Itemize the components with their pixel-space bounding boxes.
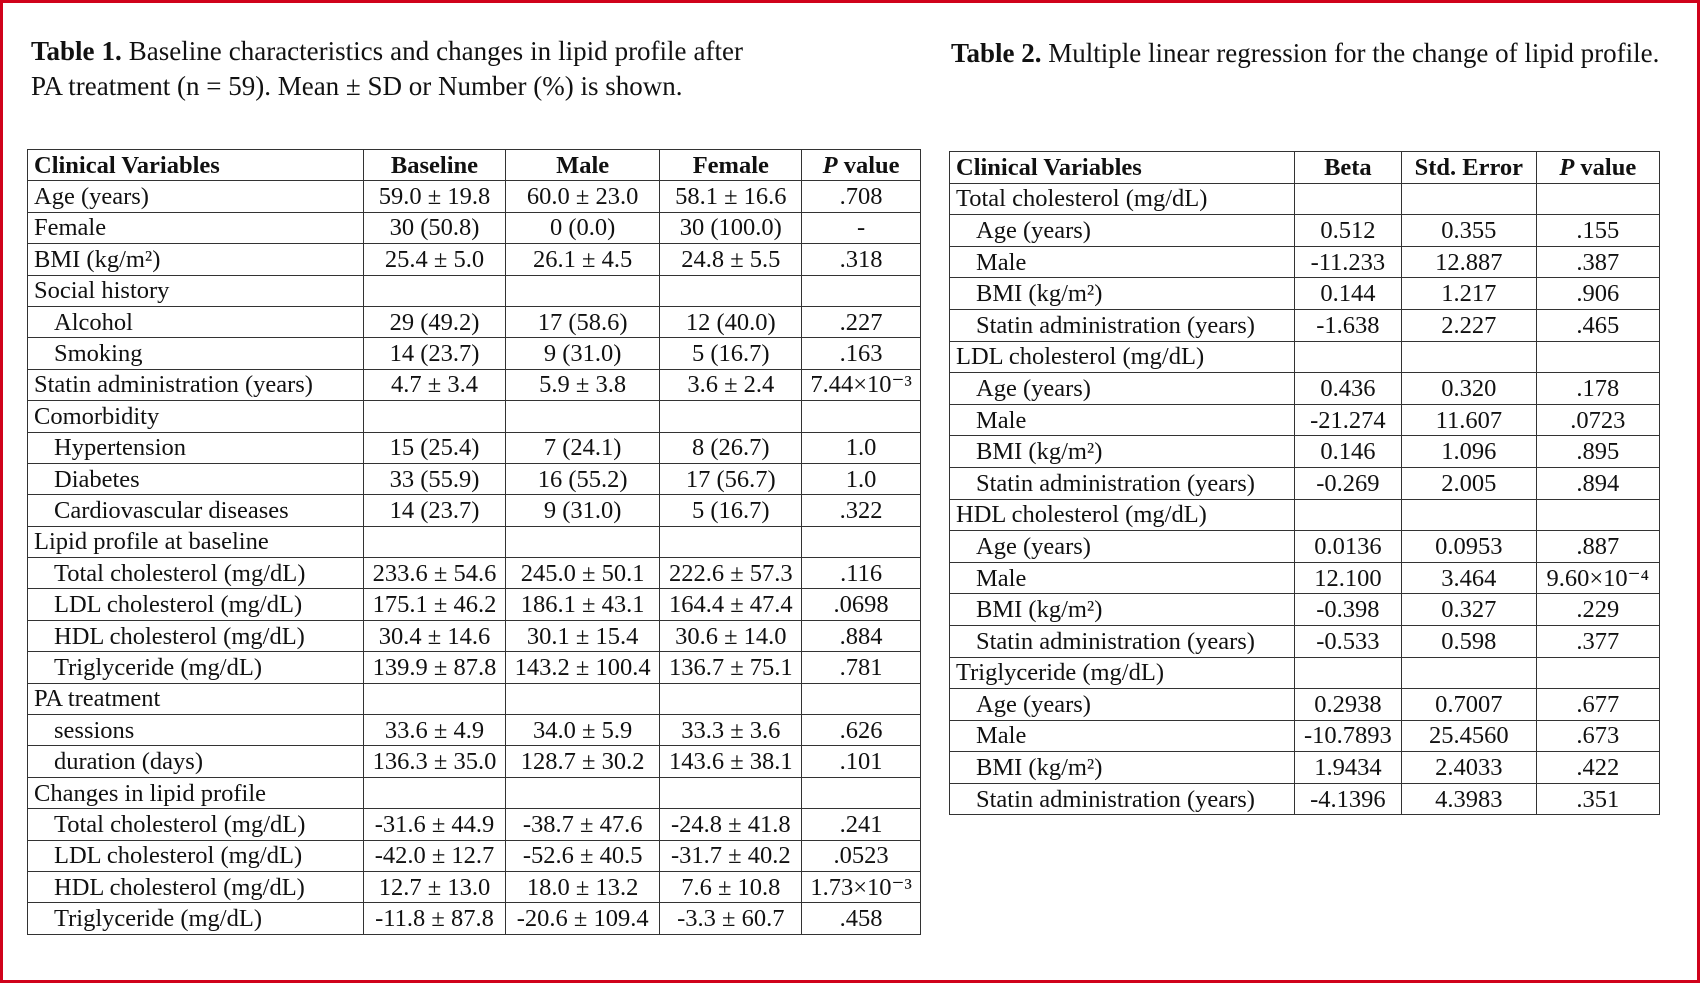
table-cell: 30.1 ± 15.4 [505, 620, 660, 651]
table-cell: 0 (0.0) [505, 212, 660, 243]
row-label: LDL cholesterol (mg/dL) [28, 840, 364, 871]
table-cell: .906 [1536, 278, 1659, 310]
table-cell [364, 526, 506, 557]
table-cell: 34.0 ± 5.9 [505, 715, 660, 746]
table-cell: 58.1 ± 16.6 [660, 181, 802, 212]
table-cell: 128.7 ± 30.2 [505, 746, 660, 777]
table-row [28, 401, 921, 432]
row-label: Hypertension [28, 432, 364, 463]
table-row [28, 306, 921, 337]
table-row [950, 278, 1660, 310]
table1-header-baseline: Baseline [364, 150, 506, 181]
row-label: PA treatment [28, 683, 364, 714]
table-row [28, 275, 921, 306]
row-label: Age (years) [28, 181, 364, 212]
table-cell [1402, 499, 1536, 531]
table-cell: 12.100 [1294, 562, 1402, 594]
table-cell: -20.6 ± 109.4 [505, 903, 660, 934]
table-cell: 12 (40.0) [660, 306, 802, 337]
table-cell [505, 777, 660, 808]
table2-header-row [950, 152, 1660, 184]
table-row [950, 246, 1660, 278]
table-cell: -0.269 [1294, 467, 1402, 499]
table-cell: 15 (25.4) [364, 432, 506, 463]
table-row [28, 212, 921, 243]
table-cell: .351 [1536, 783, 1659, 815]
table-cell: .781 [802, 652, 921, 683]
table-cell: 4.3983 [1402, 783, 1536, 815]
row-label: duration (days) [28, 746, 364, 777]
table-row [28, 181, 921, 212]
table-cell [1294, 499, 1402, 531]
table-row [950, 720, 1660, 752]
table1-body [28, 181, 921, 934]
table-row [28, 903, 921, 934]
table-row [28, 526, 921, 557]
table2-body [950, 183, 1660, 815]
table-cell: 222.6 ± 57.3 [660, 558, 802, 589]
table-cell [505, 401, 660, 432]
table-cell [1536, 183, 1659, 215]
row-label: Age (years) [950, 373, 1295, 405]
table-cell: -0.533 [1294, 625, 1402, 657]
row-label: Triglyceride (mg/dL) [950, 657, 1295, 689]
row-label: Statin administration (years) [950, 467, 1295, 499]
table-cell: 0.146 [1294, 436, 1402, 468]
table-cell [802, 683, 921, 714]
row-label: Male [950, 562, 1295, 594]
row-label: Lipid profile at baseline [28, 526, 364, 557]
table-cell: 186.1 ± 43.1 [505, 589, 660, 620]
table-row [28, 589, 921, 620]
table-row [950, 341, 1660, 373]
table-row [950, 783, 1660, 815]
table-cell: .241 [802, 809, 921, 840]
row-label: Age (years) [950, 689, 1295, 721]
table-cell: .155 [1536, 215, 1659, 247]
table-cell: 1.0 [802, 463, 921, 494]
table-cell: 3.6 ± 2.4 [660, 369, 802, 400]
table-cell: 233.6 ± 54.6 [364, 558, 506, 589]
row-label: Changes in lipid profile [28, 777, 364, 808]
table-cell: 0.512 [1294, 215, 1402, 247]
table-cell [505, 683, 660, 714]
row-label: Alcohol [28, 306, 364, 337]
row-label: Social history [28, 275, 364, 306]
table1-header-male: Male [505, 150, 660, 181]
table-cell: 7 (24.1) [505, 432, 660, 463]
table-row [950, 309, 1660, 341]
row-label: HDL cholesterol (mg/dL) [28, 620, 364, 651]
table-cell: 12.887 [1402, 246, 1536, 278]
table-cell: 9 (31.0) [505, 338, 660, 369]
table-cell: 26.1 ± 4.5 [505, 244, 660, 275]
table-row [28, 495, 921, 526]
table-row [950, 657, 1660, 689]
table2-header-pvalue-italic: P [1559, 153, 1575, 181]
table-cell [802, 526, 921, 557]
table-cell: .318 [802, 244, 921, 275]
table-cell: 0.0136 [1294, 531, 1402, 563]
table-cell: 0.2938 [1294, 689, 1402, 721]
table-cell: 0.436 [1294, 373, 1402, 405]
table-cell: .708 [802, 181, 921, 212]
table1-caption-text: Baseline characteristics and changes in lipid profile after PA treatment (n = 59). Mean ± SD or Number (%) is shown. [31, 36, 743, 101]
table-cell: 29 (49.2) [364, 306, 506, 337]
table-cell [1536, 499, 1659, 531]
table-cell: .377 [1536, 625, 1659, 657]
table-cell: 14 (23.7) [364, 338, 506, 369]
table-cell [1536, 657, 1659, 689]
table-cell: 1.9434 [1294, 752, 1402, 784]
row-label: BMI (kg/m²) [28, 244, 364, 275]
table-cell: 33.6 ± 4.9 [364, 715, 506, 746]
table-cell: -1.638 [1294, 309, 1402, 341]
table-row [28, 871, 921, 902]
row-label: Total cholesterol (mg/dL) [28, 809, 364, 840]
table-cell [802, 275, 921, 306]
table-cell [660, 526, 802, 557]
table-cell: .673 [1536, 720, 1659, 752]
table-cell: 11.607 [1402, 404, 1536, 436]
table-cell: 5.9 ± 3.8 [505, 369, 660, 400]
table-cell [505, 275, 660, 306]
table1-caption-label: Table 1. [31, 36, 122, 66]
table-cell [1294, 657, 1402, 689]
table-cell: 0.144 [1294, 278, 1402, 310]
row-label: Triglyceride (mg/dL) [28, 903, 364, 934]
table-cell: -21.274 [1294, 404, 1402, 436]
table-cell: .422 [1536, 752, 1659, 784]
table-cell: 175.1 ± 46.2 [364, 589, 506, 620]
table-cell [364, 401, 506, 432]
table-cell: .895 [1536, 436, 1659, 468]
table-cell [660, 275, 802, 306]
table-cell: .163 [802, 338, 921, 369]
row-label: HDL cholesterol (mg/dL) [950, 499, 1295, 531]
row-label: Statin administration (years) [950, 309, 1295, 341]
table1-header-pvalue-italic: P [822, 151, 838, 179]
table-cell: .229 [1536, 594, 1659, 626]
table-cell: 9 (31.0) [505, 495, 660, 526]
table-cell: 14 (23.7) [364, 495, 506, 526]
table-row [950, 562, 1660, 594]
row-label: Age (years) [950, 215, 1295, 247]
table-cell: 30 (100.0) [660, 212, 802, 243]
table1-caption [31, 34, 743, 104]
table-cell [660, 401, 802, 432]
table-cell: -4.1396 [1294, 783, 1402, 815]
row-label: Age (years) [950, 531, 1295, 563]
table-cell [1294, 183, 1402, 215]
table-row [28, 746, 921, 777]
table-row [950, 436, 1660, 468]
table-cell: 143.2 ± 100.4 [505, 652, 660, 683]
table-cell: 3.464 [1402, 562, 1536, 594]
table2-header-beta: Beta [1294, 152, 1402, 184]
table-cell: 33 (55.9) [364, 463, 506, 494]
table-cell: -11.233 [1294, 246, 1402, 278]
table1 [27, 149, 921, 935]
table-row [950, 689, 1660, 721]
table-cell: -10.7893 [1294, 720, 1402, 752]
table-row [28, 620, 921, 651]
table-cell: .101 [802, 746, 921, 777]
table-row [28, 432, 921, 463]
table-row [28, 369, 921, 400]
table-cell [1294, 341, 1402, 373]
table-cell: 2.4033 [1402, 752, 1536, 784]
table-cell: -52.6 ± 40.5 [505, 840, 660, 871]
table-cell: .227 [802, 306, 921, 337]
table-cell: 7.6 ± 10.8 [660, 871, 802, 902]
row-label: Diabetes [28, 463, 364, 494]
table-row [950, 625, 1660, 657]
table-cell: 136.3 ± 35.0 [364, 746, 506, 777]
table-cell: 30.6 ± 14.0 [660, 620, 802, 651]
table-cell: .887 [1536, 531, 1659, 563]
table-cell: 18.0 ± 13.2 [505, 871, 660, 902]
table-cell [364, 275, 506, 306]
table1-header-pvalue-rest: value [837, 151, 900, 179]
table-cell: 17 (58.6) [505, 306, 660, 337]
table-cell: 59.0 ± 19.8 [364, 181, 506, 212]
table-cell: 0.7007 [1402, 689, 1536, 721]
table2-caption-label: Table 2. [951, 38, 1042, 68]
table-cell: .116 [802, 558, 921, 589]
table-cell: 143.6 ± 38.1 [660, 746, 802, 777]
table-cell: .626 [802, 715, 921, 746]
table-cell: .884 [802, 620, 921, 651]
table-cell: .387 [1536, 246, 1659, 278]
table-cell: .0523 [802, 840, 921, 871]
table-cell [1402, 657, 1536, 689]
table-cell: 2.227 [1402, 309, 1536, 341]
table-cell: 24.8 ± 5.5 [660, 244, 802, 275]
table-cell: 4.7 ± 3.4 [364, 369, 506, 400]
table-cell: 8 (26.7) [660, 432, 802, 463]
table-cell [1402, 183, 1536, 215]
row-label: Total cholesterol (mg/dL) [28, 558, 364, 589]
table-cell: .0723 [1536, 404, 1659, 436]
row-label: Cardiovascular diseases [28, 495, 364, 526]
table-cell: 5 (16.7) [660, 495, 802, 526]
table2-header-pvalue [1536, 152, 1659, 184]
table-cell: 5 (16.7) [660, 338, 802, 369]
table-cell: -42.0 ± 12.7 [364, 840, 506, 871]
row-label: sessions [28, 715, 364, 746]
table-cell: - [802, 212, 921, 243]
table-cell [660, 777, 802, 808]
table-cell: 1.217 [1402, 278, 1536, 310]
table-cell: .465 [1536, 309, 1659, 341]
table-cell: 0.355 [1402, 215, 1536, 247]
row-label: Statin administration (years) [950, 783, 1295, 815]
row-label: Total cholesterol (mg/dL) [950, 183, 1295, 215]
table1-header-clinical-variables: Clinical Variables [28, 150, 364, 181]
table-cell [1402, 341, 1536, 373]
table1-header-row [28, 150, 921, 181]
table2-caption [951, 36, 1662, 71]
table-row [28, 683, 921, 714]
table-cell: 136.7 ± 75.1 [660, 652, 802, 683]
table-cell [802, 401, 921, 432]
table-row [28, 558, 921, 589]
table-cell: 164.4 ± 47.4 [660, 589, 802, 620]
table-cell: 0.0953 [1402, 531, 1536, 563]
row-label: Smoking [28, 338, 364, 369]
table-cell: 17 (56.7) [660, 463, 802, 494]
row-label: Male [950, 720, 1295, 752]
table-cell: 7.44×10⁻³ [802, 369, 921, 400]
table-cell [802, 777, 921, 808]
table-row [28, 715, 921, 746]
row-label: LDL cholesterol (mg/dL) [28, 589, 364, 620]
table-cell: 1.73×10⁻³ [802, 871, 921, 902]
row-label: LDL cholesterol (mg/dL) [950, 341, 1295, 373]
table2-header-pvalue-rest: value [1574, 153, 1637, 181]
row-label: BMI (kg/m²) [950, 436, 1295, 468]
table-cell: 139.9 ± 87.8 [364, 652, 506, 683]
table-row [28, 652, 921, 683]
table-cell: -24.8 ± 41.8 [660, 809, 802, 840]
table-cell [364, 777, 506, 808]
table-cell: 60.0 ± 23.0 [505, 181, 660, 212]
table-cell: -3.3 ± 60.7 [660, 903, 802, 934]
table-cell: -31.6 ± 44.9 [364, 809, 506, 840]
table-row [28, 777, 921, 808]
table-cell [505, 526, 660, 557]
table2 [949, 151, 1660, 815]
table-cell: 30.4 ± 14.6 [364, 620, 506, 651]
table-cell: 12.7 ± 13.0 [364, 871, 506, 902]
table-row [28, 244, 921, 275]
table-cell: 0.598 [1402, 625, 1536, 657]
table2-header-std-error: Std. Error [1402, 152, 1536, 184]
table-cell: -0.398 [1294, 594, 1402, 626]
table-cell: 25.4 ± 5.0 [364, 244, 506, 275]
table-cell: .677 [1536, 689, 1659, 721]
row-label: Statin administration (years) [950, 625, 1295, 657]
table-cell: -38.7 ± 47.6 [505, 809, 660, 840]
row-label: BMI (kg/m²) [950, 594, 1295, 626]
table-cell: .0698 [802, 589, 921, 620]
table-cell: .178 [1536, 373, 1659, 405]
table-cell: -31.7 ± 40.2 [660, 840, 802, 871]
table-cell: .322 [802, 495, 921, 526]
table-row [950, 183, 1660, 215]
table-row [950, 467, 1660, 499]
table-row [950, 531, 1660, 563]
row-label: HDL cholesterol (mg/dL) [28, 871, 364, 902]
table-cell [364, 683, 506, 714]
row-label: Statin administration (years) [28, 369, 364, 400]
row-label: Female [28, 212, 364, 243]
table-cell: 0.327 [1402, 594, 1536, 626]
table-row [28, 840, 921, 871]
row-label: Male [950, 246, 1295, 278]
table-cell: .894 [1536, 467, 1659, 499]
table-cell: -11.8 ± 87.8 [364, 903, 506, 934]
table-cell: 0.320 [1402, 373, 1536, 405]
table-row [950, 404, 1660, 436]
table-cell [660, 683, 802, 714]
row-label: BMI (kg/m²) [950, 752, 1295, 784]
table-row [950, 752, 1660, 784]
table1-header-pvalue [802, 150, 921, 181]
table-cell: 16 (55.2) [505, 463, 660, 494]
row-label: Comorbidity [28, 401, 364, 432]
table-cell: 2.005 [1402, 467, 1536, 499]
table-cell: 30 (50.8) [364, 212, 506, 243]
row-label: Male [950, 404, 1295, 436]
table-row [950, 215, 1660, 247]
table-cell [1536, 341, 1659, 373]
table-cell: 245.0 ± 50.1 [505, 558, 660, 589]
table-row [28, 809, 921, 840]
table-cell: 1.0 [802, 432, 921, 463]
table-cell: 9.60×10⁻⁴ [1536, 562, 1659, 594]
table-cell: .458 [802, 903, 921, 934]
table1-header-female: Female [660, 150, 802, 181]
table2-header-clinical-variables: Clinical Variables [950, 152, 1295, 184]
table2-caption-text: Multiple linear regression for the change of lipid profile. [1041, 38, 1660, 68]
table-cell: 1.096 [1402, 436, 1536, 468]
row-label: Triglyceride (mg/dL) [28, 652, 364, 683]
table-cell: 25.4560 [1402, 720, 1536, 752]
table-row [950, 594, 1660, 626]
table-cell: 33.3 ± 3.6 [660, 715, 802, 746]
table-row [950, 499, 1660, 531]
table-row [28, 338, 921, 369]
table-row [950, 373, 1660, 405]
row-label: BMI (kg/m²) [950, 278, 1295, 310]
table-row [28, 463, 921, 494]
